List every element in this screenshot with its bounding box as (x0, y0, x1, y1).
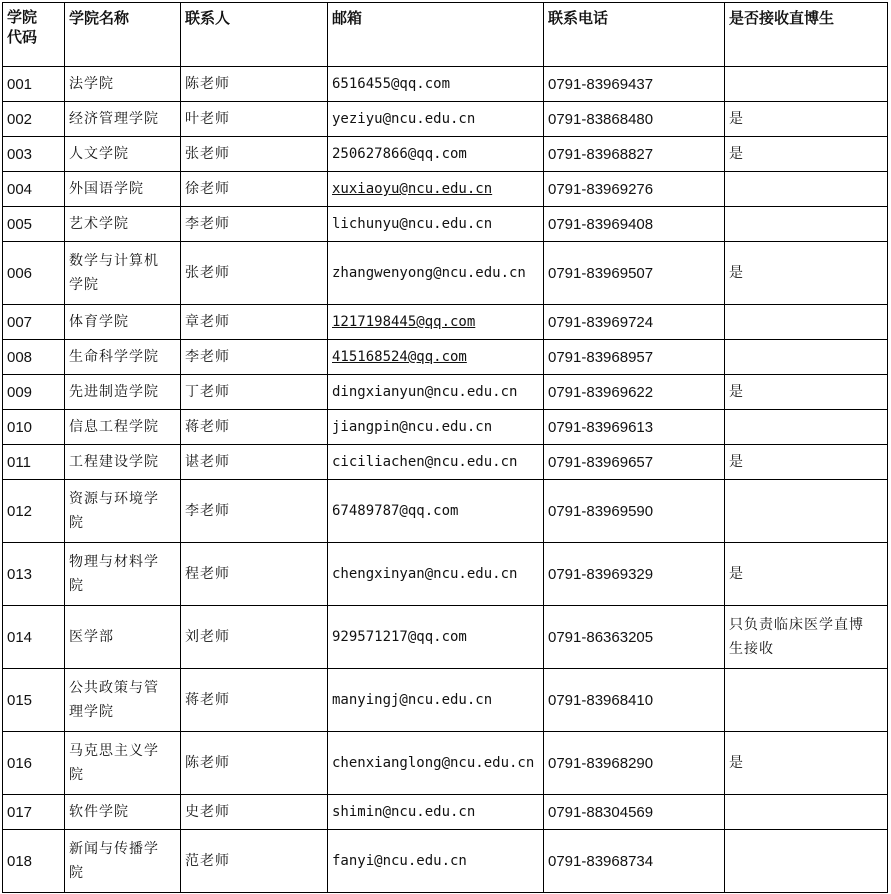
cell-phone-text: 0791-83969622 (548, 383, 654, 401)
cell-code-text: 014 (7, 628, 33, 646)
cell-phone (544, 795, 725, 830)
cell-college-name (65, 606, 181, 669)
cell-direct-phd-text: 是 (729, 111, 744, 127)
cell-phone-text: 0791-83968410 (548, 691, 654, 709)
cell-email (328, 669, 544, 732)
table-row (3, 67, 888, 102)
cell-phone-text: 0791-88304569 (548, 803, 654, 821)
cell-code (3, 480, 65, 543)
cell-contact (181, 543, 328, 606)
cell-direct-phd (725, 732, 888, 795)
table-row (3, 305, 888, 340)
cell-direct-phd-text: 是 (729, 755, 744, 771)
cell-code-text: 007 (7, 313, 33, 331)
cell-contact (181, 102, 328, 137)
cell-phone-text: 0791-83969590 (548, 502, 654, 520)
cell-college-name-text: 软件学院 (69, 804, 129, 820)
cell-college-name (65, 830, 181, 893)
cell-direct-phd-text: 是 (729, 146, 744, 162)
cell-college-name-text: 公共政策与管 理学院 (69, 680, 159, 720)
cell-contact (181, 305, 328, 340)
cell-phone (544, 445, 725, 480)
table-row (3, 795, 888, 830)
cell-code (3, 67, 65, 102)
email-link[interactable]: 1217198445@qq.com (332, 314, 476, 330)
college-contact-table (2, 2, 888, 893)
cell-college-name-text: 体育学院 (69, 314, 129, 330)
cell-direct-phd (725, 137, 888, 172)
table-row (3, 410, 888, 445)
cell-email-text: chenxianglong@ncu.edu.cn (332, 755, 535, 771)
cell-phone-text: 0791-83969408 (548, 215, 654, 233)
cell-direct-phd (725, 606, 888, 669)
cell-code (3, 305, 65, 340)
cell-phone (544, 172, 725, 207)
cell-phone-text: 0791-86363205 (548, 628, 654, 646)
cell-email-text: shimin@ncu.edu.cn (332, 804, 476, 820)
cell-email (328, 795, 544, 830)
cell-code (3, 669, 65, 732)
table-row (3, 669, 888, 732)
cell-college-name-text: 生命科学学院 (69, 349, 159, 365)
cell-college-name-text: 人文学院 (69, 146, 129, 162)
cell-college-name-text: 艺术学院 (69, 216, 129, 232)
cell-college-name-text: 先进制造学院 (69, 384, 159, 400)
cell-direct-phd (725, 410, 888, 445)
cell-phone-text: 0791-83969329 (548, 565, 654, 583)
cell-code-text: 003 (7, 145, 33, 163)
cell-contact (181, 410, 328, 445)
cell-code (3, 830, 65, 893)
cell-code (3, 137, 65, 172)
cell-email (328, 445, 544, 480)
cell-email-text: lichunyu@ncu.edu.cn (332, 216, 493, 232)
cell-code (3, 606, 65, 669)
cell-college-name (65, 543, 181, 606)
cell-email (328, 102, 544, 137)
cell-college-name (65, 102, 181, 137)
cell-college-name-text: 法学院 (69, 76, 114, 92)
cell-direct-phd-text: 只负责临床医学直博 生接收 (729, 617, 864, 657)
cell-code (3, 795, 65, 830)
cell-email-text: 6516455@qq.com (332, 76, 451, 92)
cell-direct-phd (725, 305, 888, 340)
cell-contact (181, 242, 328, 305)
cell-phone (544, 305, 725, 340)
cell-college-name (65, 795, 181, 830)
cell-phone-text: 0791-83968827 (548, 145, 654, 163)
cell-college-name (65, 242, 181, 305)
cell-direct-phd (725, 795, 888, 830)
cell-contact (181, 732, 328, 795)
cell-contact (181, 207, 328, 242)
cell-contact-text: 徐老师 (185, 181, 230, 197)
cell-code (3, 172, 65, 207)
cell-contact (181, 340, 328, 375)
cell-code-text: 010 (7, 418, 33, 436)
cell-college-name (65, 410, 181, 445)
table-row (3, 102, 888, 137)
cell-college-name (65, 172, 181, 207)
cell-direct-phd (725, 172, 888, 207)
cell-code (3, 732, 65, 795)
table-row (3, 375, 888, 410)
cell-college-name (65, 375, 181, 410)
cell-phone-text: 0791-83969657 (548, 453, 654, 471)
cell-contact (181, 606, 328, 669)
cell-email (328, 137, 544, 172)
cell-email-text: yeziyu@ncu.edu.cn (332, 111, 476, 127)
table-row (3, 480, 888, 543)
cell-phone (544, 137, 725, 172)
table-row (3, 732, 888, 795)
cell-code (3, 375, 65, 410)
cell-email-text: ciciliachen@ncu.edu.cn (332, 454, 518, 470)
cell-code-text: 001 (7, 75, 33, 93)
cell-code-text: 008 (7, 348, 33, 366)
cell-college-name-text: 经济管理学院 (69, 111, 159, 127)
cell-direct-phd (725, 340, 888, 375)
cell-email-text: 67489787@qq.com (332, 503, 459, 519)
cell-direct-phd (725, 830, 888, 893)
cell-contact (181, 795, 328, 830)
cell-direct-phd-text: 是 (729, 566, 744, 582)
cell-phone (544, 410, 725, 445)
cell-email-text: 929571217@qq.com (332, 629, 467, 645)
cell-college-name (65, 340, 181, 375)
header-college-name: 学院名称 (65, 3, 181, 67)
cell-contact (181, 445, 328, 480)
cell-college-name-text: 物理与材料学 院 (69, 554, 159, 594)
cell-contact-text: 李老师 (185, 349, 230, 365)
cell-phone-text: 0791-83868480 (548, 110, 654, 128)
cell-email-text: manyingj@ncu.edu.cn (332, 692, 493, 708)
cell-code-text: 016 (7, 754, 33, 772)
cell-phone (544, 830, 725, 893)
cell-email (328, 732, 544, 795)
cell-phone (544, 340, 725, 375)
cell-email (328, 375, 544, 410)
cell-college-name-text: 信息工程学院 (69, 419, 159, 435)
cell-phone-text: 0791-83969437 (548, 75, 654, 93)
header-code: 学院 代码 (3, 3, 65, 67)
cell-phone-text: 0791-83968957 (548, 348, 654, 366)
cell-phone-text: 0791-83968734 (548, 852, 654, 870)
cell-phone-text: 0791-83969724 (548, 313, 654, 331)
cell-college-name-text: 外国语学院 (69, 181, 144, 197)
cell-code-text: 018 (7, 852, 33, 870)
cell-code-text: 005 (7, 215, 33, 233)
cell-contact-text: 李老师 (185, 503, 230, 519)
cell-college-name-text: 工程建设学院 (69, 454, 159, 470)
cell-college-name (65, 207, 181, 242)
cell-direct-phd (725, 480, 888, 543)
cell-contact-text: 陈老师 (185, 76, 230, 92)
cell-phone (544, 67, 725, 102)
table-row (3, 445, 888, 480)
cell-college-name (65, 480, 181, 543)
cell-email (328, 830, 544, 893)
cell-phone (544, 669, 725, 732)
table-row (3, 207, 888, 242)
cell-contact-text: 刘老师 (185, 629, 230, 645)
cell-email (328, 340, 544, 375)
cell-phone (544, 102, 725, 137)
cell-contact-text: 陈老师 (185, 755, 230, 771)
cell-code-text: 015 (7, 691, 33, 709)
cell-college-name (65, 669, 181, 732)
cell-code-text: 017 (7, 803, 33, 821)
email-link[interactable]: xuxiaoyu@ncu.edu.cn (332, 181, 493, 197)
cell-contact (181, 137, 328, 172)
cell-college-name-text: 资源与环境学 院 (69, 491, 159, 531)
cell-contact (181, 830, 328, 893)
cell-college-name (65, 732, 181, 795)
cell-direct-phd (725, 669, 888, 732)
cell-phone-text: 0791-83969507 (548, 264, 654, 282)
cell-code (3, 543, 65, 606)
cell-email (328, 172, 544, 207)
cell-contact-text: 谌老师 (185, 454, 230, 470)
cell-email (328, 606, 544, 669)
cell-phone (544, 375, 725, 410)
table-body (3, 67, 888, 893)
table-row (3, 242, 888, 305)
cell-email (328, 305, 544, 340)
cell-direct-phd (725, 207, 888, 242)
table-row (3, 172, 888, 207)
cell-contact (181, 375, 328, 410)
table-row (3, 543, 888, 606)
email-link[interactable]: 415168524@qq.com (332, 349, 467, 365)
table-row (3, 606, 888, 669)
cell-email (328, 207, 544, 242)
cell-contact (181, 67, 328, 102)
cell-code (3, 102, 65, 137)
cell-contact-text: 张老师 (185, 146, 230, 162)
cell-direct-phd-text: 是 (729, 384, 744, 400)
cell-contact-text: 蒋老师 (185, 692, 230, 708)
cell-code-text: 004 (7, 180, 33, 198)
cell-college-name (65, 67, 181, 102)
cell-contact-text: 程老师 (185, 566, 230, 582)
cell-direct-phd (725, 67, 888, 102)
cell-phone (544, 480, 725, 543)
cell-email (328, 480, 544, 543)
cell-phone-text: 0791-83968290 (548, 754, 654, 772)
cell-code-text: 013 (7, 565, 33, 583)
table-row (3, 340, 888, 375)
header-direct-phd: 是否接收直博生 (725, 3, 888, 67)
cell-phone-text: 0791-83969276 (548, 180, 654, 198)
cell-contact-text: 丁老师 (185, 384, 230, 400)
header-email: 邮箱 (328, 3, 544, 67)
cell-code (3, 242, 65, 305)
cell-contact-text: 蒋老师 (185, 419, 230, 435)
cell-email (328, 410, 544, 445)
cell-contact-text: 章老师 (185, 314, 230, 330)
cell-code-text: 002 (7, 110, 33, 128)
cell-contact (181, 480, 328, 543)
cell-contact (181, 669, 328, 732)
cell-contact-text: 范老师 (185, 853, 230, 869)
cell-email-text: 250627866@qq.com (332, 146, 467, 162)
cell-code (3, 410, 65, 445)
cell-college-name (65, 445, 181, 480)
cell-phone (544, 543, 725, 606)
cell-direct-phd (725, 102, 888, 137)
cell-college-name (65, 305, 181, 340)
cell-direct-phd-text: 是 (729, 454, 744, 470)
cell-code (3, 445, 65, 480)
header-phone: 联系电话 (544, 3, 725, 67)
cell-email-text: fanyi@ncu.edu.cn (332, 853, 467, 869)
cell-direct-phd (725, 242, 888, 305)
cell-contact-text: 史老师 (185, 804, 230, 820)
cell-direct-phd (725, 543, 888, 606)
cell-college-name-text: 新闻与传播学 院 (69, 841, 159, 881)
cell-code (3, 207, 65, 242)
table-row (3, 830, 888, 893)
cell-code-text: 012 (7, 502, 33, 520)
cell-college-name-text: 医学部 (69, 629, 114, 645)
cell-email (328, 242, 544, 305)
cell-contact-text: 叶老师 (185, 111, 230, 127)
cell-code-text: 011 (7, 453, 31, 471)
header-contact: 联系人 (181, 3, 328, 67)
cell-phone (544, 242, 725, 305)
cell-college-name-text: 马克思主义学 院 (69, 743, 159, 783)
cell-code (3, 340, 65, 375)
cell-email-text: chengxinyan@ncu.edu.cn (332, 566, 518, 582)
table-row (3, 137, 888, 172)
cell-phone-text: 0791-83969613 (548, 418, 654, 436)
cell-phone (544, 207, 725, 242)
cell-email (328, 67, 544, 102)
cell-college-name-text: 数学与计算机 学院 (69, 253, 159, 293)
cell-email-text: zhangwenyong@ncu.edu.cn (332, 265, 526, 281)
cell-college-name (65, 137, 181, 172)
cell-direct-phd (725, 445, 888, 480)
cell-direct-phd (725, 375, 888, 410)
cell-contact-text: 李老师 (185, 216, 230, 232)
cell-phone (544, 606, 725, 669)
cell-code-text: 009 (7, 383, 33, 401)
cell-code-text: 006 (7, 264, 33, 282)
header-row (3, 3, 888, 67)
cell-direct-phd-text: 是 (729, 265, 744, 281)
cell-email-text: jiangpin@ncu.edu.cn (332, 419, 493, 435)
cell-phone (544, 732, 725, 795)
cell-email-text: dingxianyun@ncu.edu.cn (332, 384, 518, 400)
cell-contact (181, 172, 328, 207)
cell-contact-text: 张老师 (185, 265, 230, 281)
cell-email (328, 543, 544, 606)
